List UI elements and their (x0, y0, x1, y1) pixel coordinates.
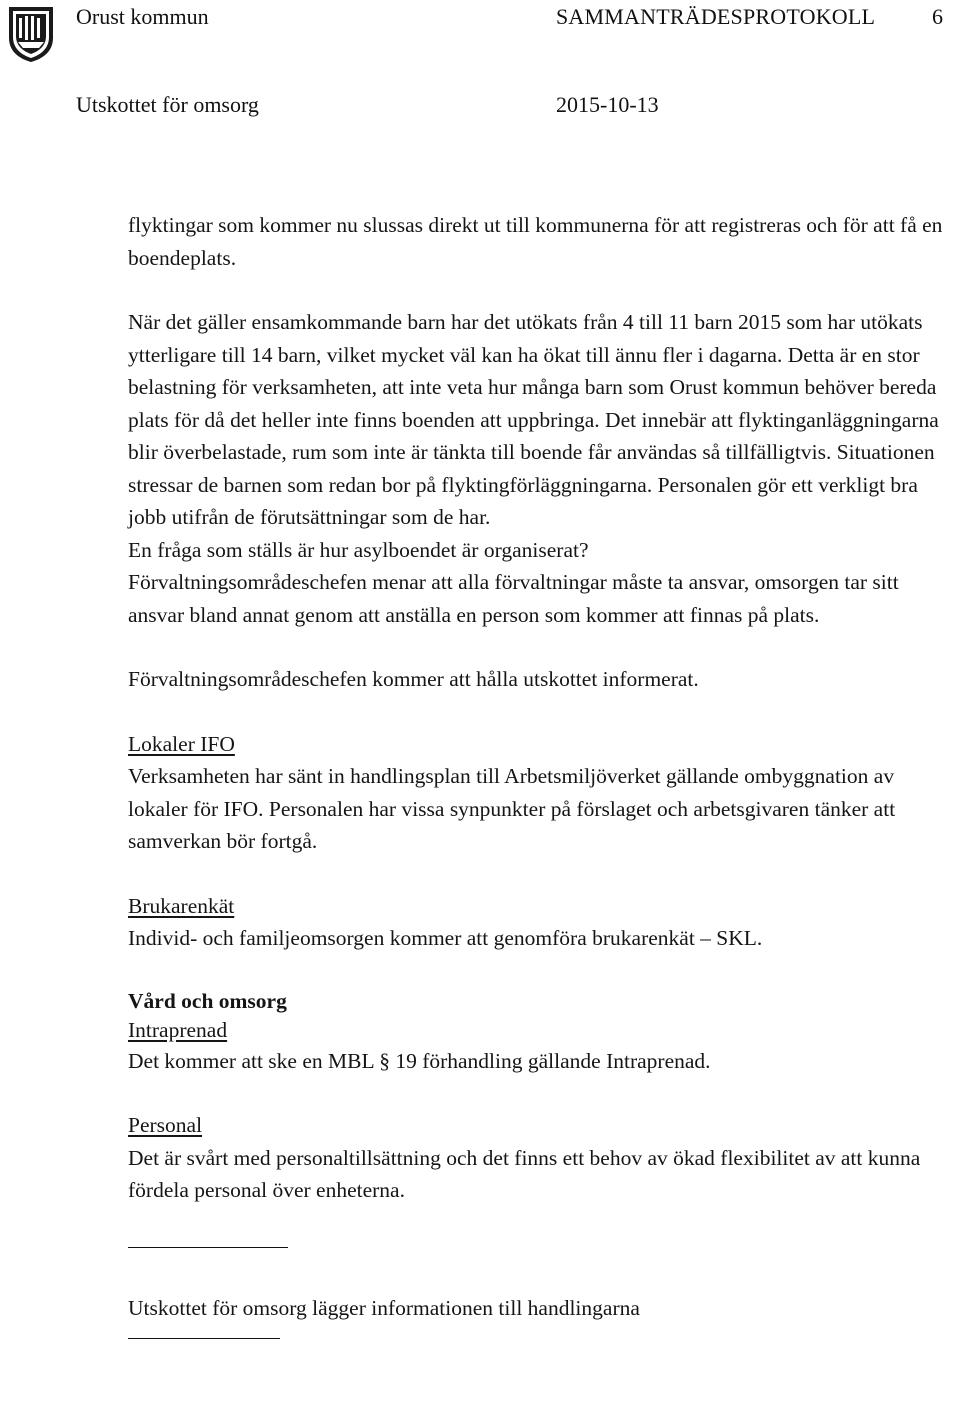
protocol-body (128, 209, 958, 1339)
paragraph-responsibility: Förvaltningsområdeschefen menar att alla förvaltningar måste ta ansvar, omsorgen tar sitt ansvar bland annat genom att anställa en person som kommer att finnas på plats. (128, 570, 899, 627)
paragraph-personal: Det är svårt med personaltillsättning och det finns ett behov av ökad flexibilitet av att kunna fördela personal över enheterna. (128, 1145, 921, 1202)
decision-text: Utskottet för omsorg lägger informationen till handlingarna (128, 1295, 640, 1320)
intraprenad-text-before: Det kommer att ske en MBL (128, 1048, 374, 1073)
meeting-date: 2015-10-13 (556, 92, 659, 117)
committee-name: Utskottet för omsorg (76, 92, 259, 117)
paragraph-keep-informed: Förvaltningsområdeschefen kommer att hålla utskottet informerat. (128, 667, 699, 691)
heading-lokaler-ifo: Lokaler IFO (128, 731, 235, 756)
page-number: 6 (932, 4, 943, 29)
municipality-coat-of-arms-logo (6, 4, 56, 64)
text-burden: Detta är en stor belastning för verksamheten, att inte veta hur många barn som Orust kommun behöver bereda plats för då det heller inte finns boenden att uppbringa. (128, 342, 937, 432)
heading-vard-och-omsorg: Vård och omsorg (128, 988, 287, 1013)
paragraph-refugees: flyktingar som kommer nu slussas direkt ut till kommunerna för att registreras och för att få en boendeplats. (128, 213, 943, 270)
organization-name: Orust kommun (76, 4, 209, 29)
text-staff: Personalen gör ett verkligt bra jobb utifrån de förutsättningar som de har. (128, 472, 918, 529)
page-header (0, 0, 960, 130)
paragraph-unaccompanied-children (128, 306, 958, 534)
paragraph-question: En fråga som ställs är hur asylboendet är organiserat? (128, 537, 589, 562)
paragraph-intraprenad (128, 1045, 958, 1078)
separator-rule-bottom (128, 1338, 280, 1339)
text-stress: Situationen stressar de barnen som redan bor på flyktingförläggningarna. (128, 440, 935, 497)
heading-personal: Personal (128, 1113, 203, 1137)
heading-brukarenkat: Brukarenkät (128, 893, 235, 918)
paragraph-lokaler-ifo: Verksamheten har sänt in handlingsplan till Arbetsmiljöverket gällande ombyggnation av lokaler för IFO. Personalen har vissa synpunkter på förslaget och arbetsgivaren tänker att samverkan bör fortgå. (128, 764, 896, 853)
heading-intraprenad: Intraprenad (128, 1017, 228, 1042)
intraprenad-text-after: 19 förhandling gällande Intraprenad. (395, 1048, 711, 1073)
text-overloaded: Det innebär att flyktinganläggningarna blir överbelastade, rum som inte är tänkta till boende får användas så tillfälligtvis. (128, 407, 939, 464)
text-increase: När det gäller ensamkommande barn har det utökats från 4 till 11 barn 2015 som har utökats ytterligare till 14 barn, vilket mycket väl kan ha ökat till ännu fler i dagarna. (128, 310, 923, 367)
section-sign: § (379, 1048, 390, 1073)
paragraph-brukarenkat: Individ- och familjeomsorgen kommer att genomföra brukarenkät – SKL. (128, 926, 763, 950)
document-type: SAMMANTRÄDESPROTOKOLL (556, 4, 876, 29)
